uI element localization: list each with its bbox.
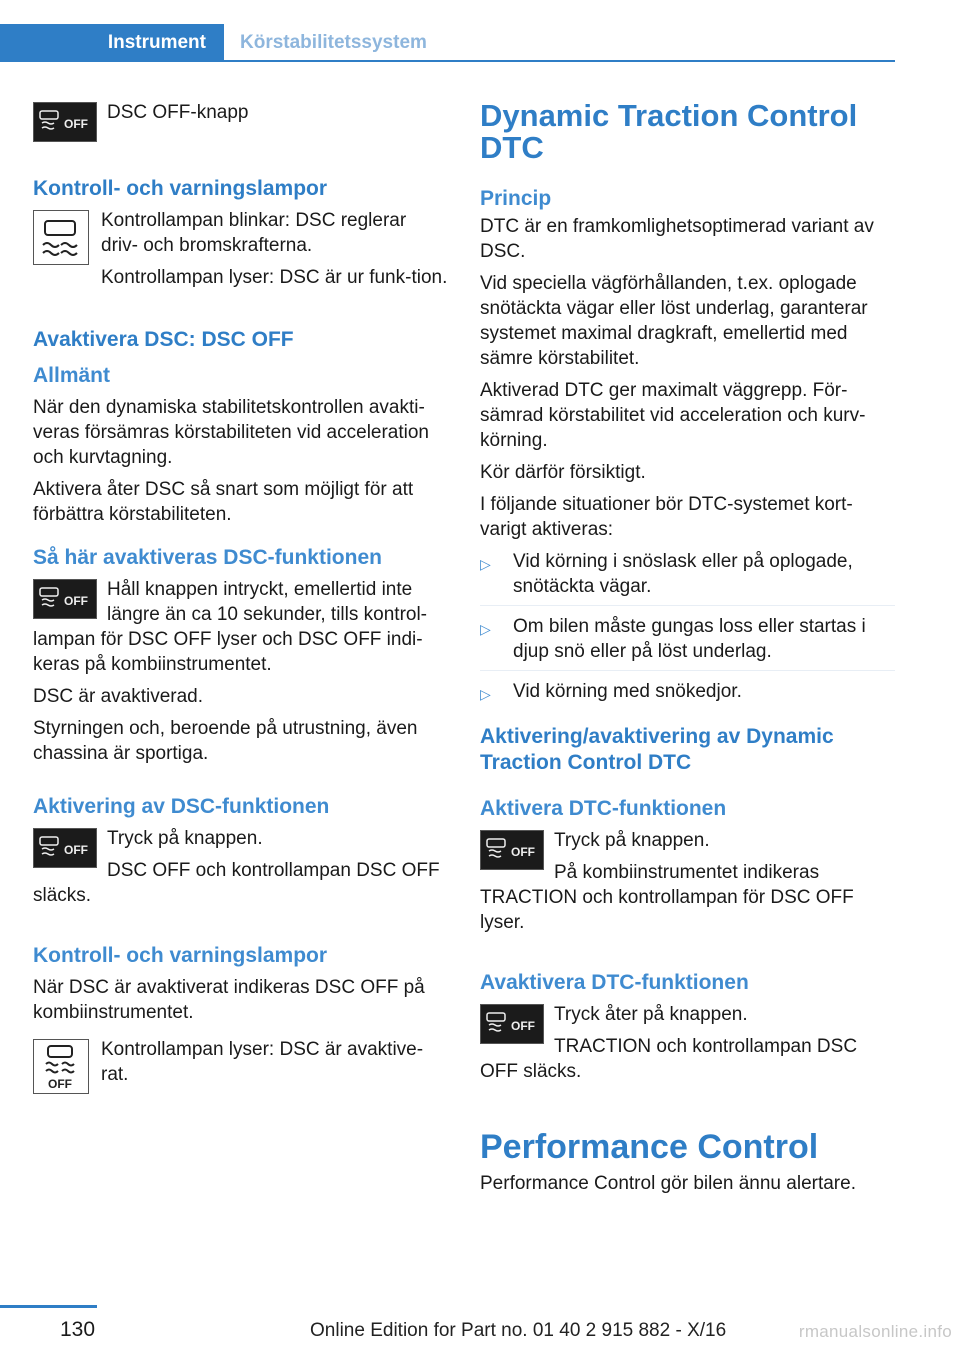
page-header <box>0 24 895 62</box>
tab-instrument[interactable]: Instrument <box>0 24 224 62</box>
lamps2-paragraph-1: När DSC är avaktiverat indikeras DSC OFF på kombiinstrumentet. <box>33 977 425 1023</box>
heading-general: Allmänt <box>33 364 111 387</box>
tab-korstabilitetssystem[interactable]: Körstabilitetssystem <box>240 32 427 53</box>
lamp-icon-off-text: OFF <box>48 1076 72 1091</box>
lamp-row-1 <box>33 208 448 297</box>
how-deactivate-row <box>33 577 448 684</box>
list-item: ▷ Om bilen måste gungas loss eller startas i djup snö eller på löst underlag. <box>480 614 895 671</box>
button-icon-off-text: OFF <box>64 117 88 131</box>
dsc-off-button-icon <box>33 579 97 619</box>
dsc-off-button-icon <box>480 1004 544 1044</box>
principle-paragraph-5: I följande situationer bör DTC-systemet kort-varigt aktiveras: <box>480 494 853 540</box>
heading-principle: Princip <box>480 187 552 210</box>
principle-paragraph-1: DTC är en framkomlighetsoptimerad variant av DSC. <box>480 216 874 262</box>
footer-page-bar <box>0 1305 97 1308</box>
heading-control-lamps-2: Kontroll- och varningslampor <box>33 944 328 967</box>
lamp-row-2 <box>33 1037 448 1100</box>
dsc-off-lamp-icon <box>33 1039 89 1094</box>
left-column <box>33 100 448 1100</box>
heading-activate-dtc: Aktivera DTC-funktionen <box>480 797 727 820</box>
svg-text:OFF: OFF <box>511 1019 535 1033</box>
principle-paragraph-4: Kör därför försiktigt. <box>480 462 646 483</box>
list-item: ▷ Vid körning med snökedjor. <box>480 679 895 710</box>
heading-activate-dsc: Aktivering av DSC-funktionen <box>33 795 330 818</box>
dsc-off-button-icon <box>480 830 544 870</box>
general-paragraph-2: Aktivera åter DSC så snart som möjligt för att förbättra körstabiliteten. <box>33 479 414 525</box>
lamp-blinks-text: Kontrollampan blinkar: DSC reglerar driv- och bromskrafterna. <box>101 210 407 256</box>
activate-dsc-row <box>33 826 448 915</box>
deactivate-dtc-paragraph-1: Tryck åter på knappen. <box>554 1004 748 1025</box>
svg-text:OFF: OFF <box>64 594 88 608</box>
heading-dtc: Dynamic Traction Control DTC <box>480 98 858 165</box>
activate-dtc-row <box>480 828 895 942</box>
activate-paragraph-1: Tryck på knappen. <box>107 828 263 849</box>
page-number: 130 <box>60 1318 96 1341</box>
heading-deactivate-dsc: Avaktivera DSC: DSC OFF <box>33 328 294 351</box>
dsc-off-button-icon <box>33 828 97 868</box>
performance-paragraph-1: Performance Control gör bilen ännu alertare. <box>480 1173 856 1194</box>
how-paragraph-1: Håll knappen intryckt, emellertid inte längre än ca 10 sekunder, tills kontrol-lampan för DSC OFF lyser och DSC OFF indi-keras på kombiinstrumentet. <box>33 579 428 675</box>
footer-edition-text: Online Edition for Part no. 01 40 2 915 882 - X/16 <box>310 1320 727 1341</box>
heading-control-lamps-1: Kontroll- och varningslampor <box>33 177 328 200</box>
dsc-off-button-label: DSC OFF-knapp <box>107 102 249 123</box>
lamp-lit-text: Kontrollampan lyser: DSC är ur funk-tion. <box>101 267 448 288</box>
dsc-warning-lamp-icon <box>33 210 89 265</box>
heading-how-deactivate: Så här avaktiveras DSC-funktionen <box>33 546 382 569</box>
activate-dtc-paragraph-1: Tryck på knappen. <box>554 830 710 851</box>
general-paragraph-1: När den dynamiska stabilitetskontrollen avakti-veras försämras körstabiliteten vid acceleration och kurvtagning. <box>33 397 430 468</box>
how-paragraph-2: DSC är avaktiverad. <box>33 686 204 707</box>
dsc-off-button-row <box>33 100 448 148</box>
deactivate-dtc-row <box>480 1002 895 1091</box>
principle-paragraph-2: Vid speciella vägförhållanden, t.ex. oplogade snötäckta vägar eller löst underlag, garanterar systemet maximal dragkraft, emellertid med sämre körstabilitet. <box>480 273 868 369</box>
triangle-bullet-icon: ▷ <box>480 621 491 637</box>
deactivate-dtc-paragraph-2: TRACTION och kontrollampan DSC OFF släcks. <box>480 1036 858 1082</box>
principle-paragraph-3: Aktiverad DTC ger maximalt väggrepp. För-sämrad körstabilitet vid acceleration och kurv-körning. <box>480 380 866 451</box>
lamps2-paragraph-2: Kontrollampan lyser: DSC är avaktive-rat. <box>101 1039 424 1085</box>
activate-paragraph-2: DSC OFF och kontrollampan DSC OFF släcks. <box>33 860 440 906</box>
list-item: ▷ Vid körning i snöslask eller på oplogade, snötäckta vägar. <box>480 549 895 606</box>
right-column <box>480 100 895 1203</box>
triangle-bullet-icon: ▷ <box>480 686 491 702</box>
how-paragraph-3: Styrningen och, beroende på utrustning, även chassina är sportiga. <box>33 718 418 764</box>
heading-deactivate-dtc: Avaktivera DTC-funktionen <box>480 971 749 994</box>
dtc-situations-list <box>480 549 895 710</box>
watermark: rmanualsonline.info <box>798 1322 952 1341</box>
svg-text:OFF: OFF <box>64 843 88 857</box>
heading-act-deact-dtc: Aktivering/avaktivering av Dynamic Traction Control DTC <box>480 725 834 774</box>
heading-performance-control: Performance Control <box>480 1128 819 1166</box>
triangle-bullet-icon: ▷ <box>480 556 491 572</box>
activate-dtc-paragraph-2: På kombiinstrumentet indikeras TRACTION och kontrollampan för DSC OFF lyser. <box>480 862 854 933</box>
dsc-off-button-icon <box>33 102 97 142</box>
svg-text:OFF: OFF <box>511 845 535 859</box>
